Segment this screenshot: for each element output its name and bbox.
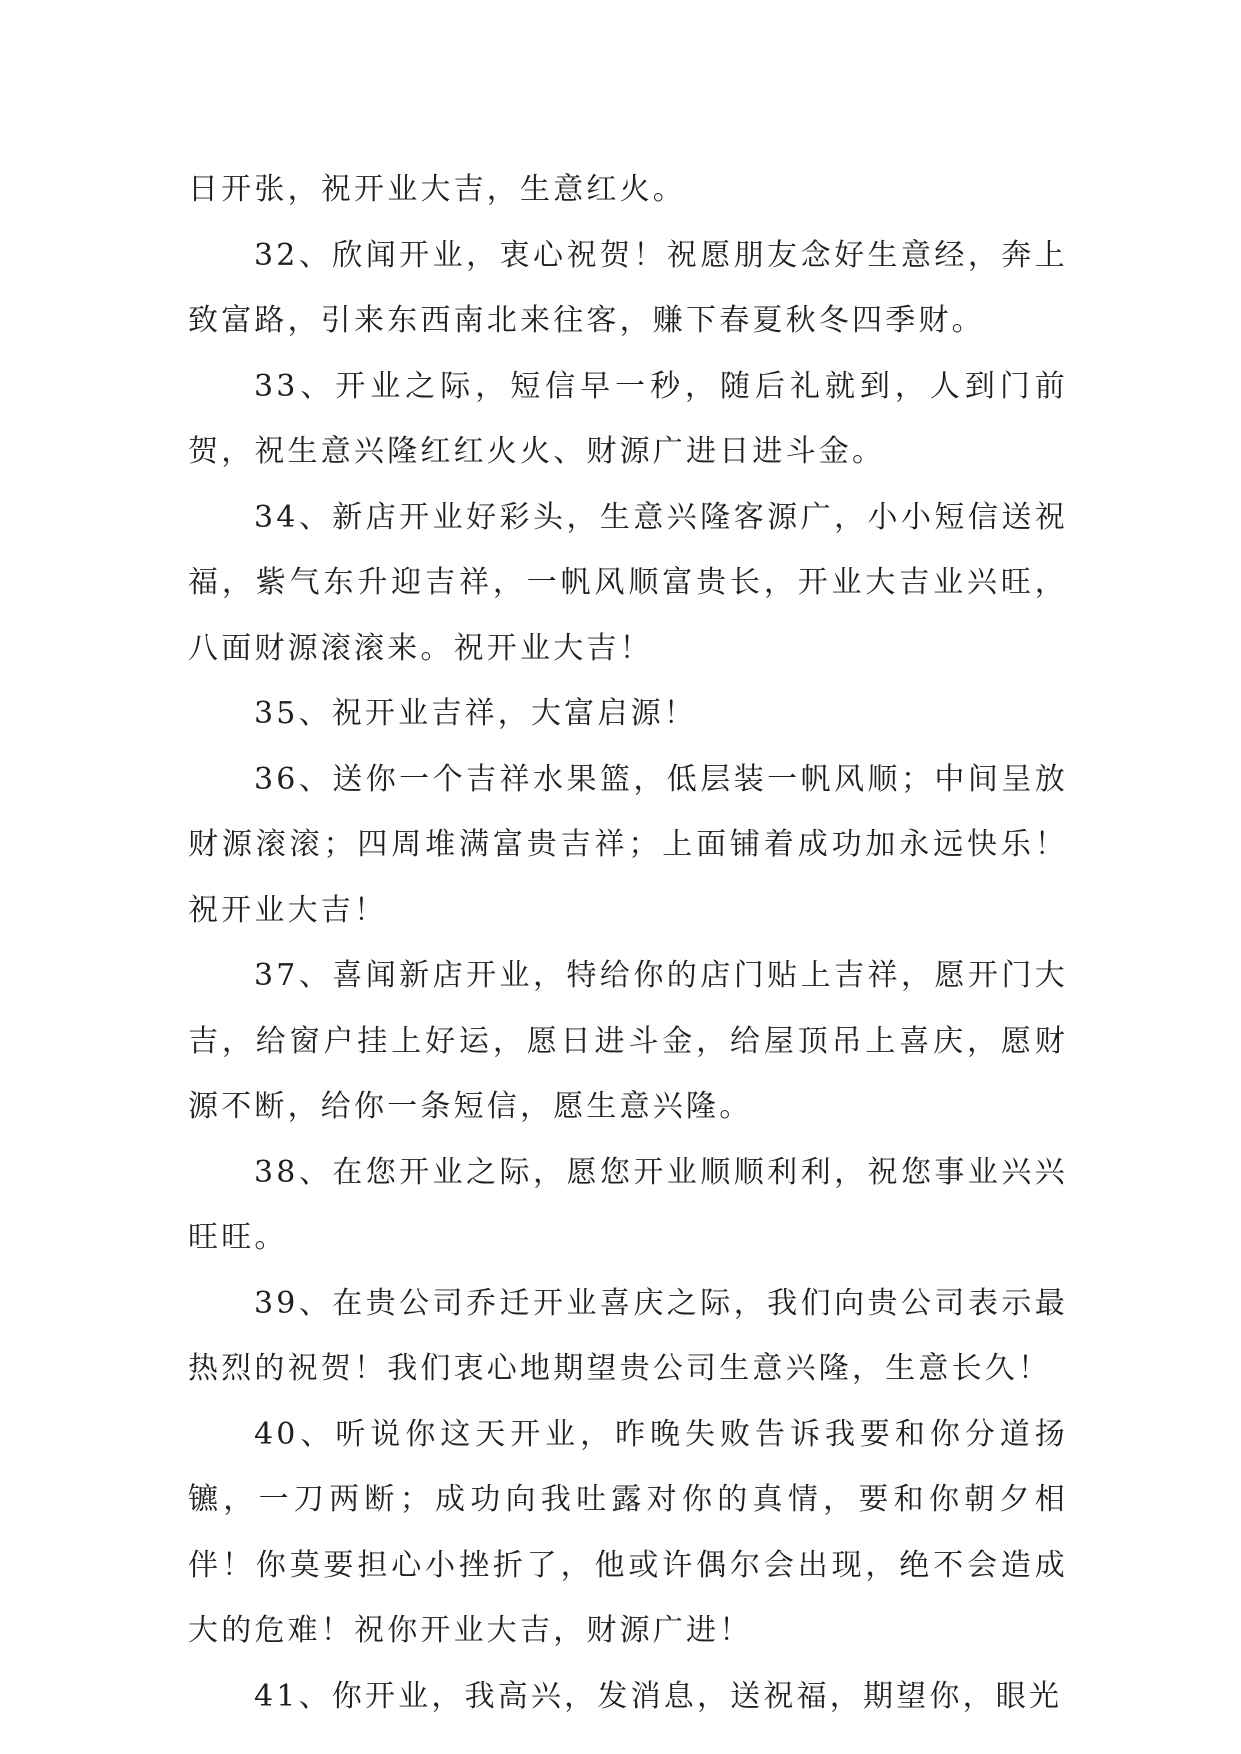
paragraph: 40、听说你这天开业，昨晚失败告诉我要和你分道扬镳，一刀两断；成功向我吐露对你的真情，要和你朝夕相伴！你莫要担心小挫折了，他或许偶尔会出现，绝不会造成大的危难！祝你开业大吉，财源广进！ (188, 1416, 1068, 1648)
paragraph: 38、在您开业之际，愿您开业顺顺利利，祝您事业兴兴旺旺。 (188, 1154, 1068, 1255)
paragraph: 34、新店开业好彩头，生意兴隆客源广，小小短信送祝福，紫气东升迎吉祥，一帆风顺富贵长，开业大吉业兴旺，八面财源滚滚来。祝开业大吉！ (188, 499, 1068, 666)
paragraph: 日开张，祝开业大吉，生意红火。 (188, 172, 686, 207)
paragraph: 33、开业之际，短信早一秒，随后礼就到，人到门前贺，祝生意兴隆红红火火、财源广进日进斗金。 (188, 368, 1068, 469)
paragraph: 39、在贵公司乔迁开业喜庆之际，我们向贵公司表示最热烈的祝贺！我们衷心地期望贵公司生意兴隆，生意长久！ (188, 1285, 1068, 1386)
paragraph: 35、祝开业吉祥，大富启源！ (254, 696, 697, 731)
document-body (188, 157, 1068, 1729)
paragraph: 36、送你一个吉祥水果篮，低层装一帆风顺；中间呈放财源滚滚；四周堆满富贵吉祥；上面铺着成功加永远快乐！祝开业大吉！ (188, 761, 1068, 928)
paragraph: 41、你开业，我高兴，发消息，送祝福，期望你，眼光 (254, 1678, 1063, 1714)
paragraph: 37、喜闻新店开业，特给你的店门贴上吉祥，愿开门大吉，给窗户挂上好运，愿日进斗金，给屋顶吊上喜庆，愿财源不断，给你一条短信，愿生意兴隆。 (188, 958, 1068, 1124)
paragraph: 32、欣闻开业，衷心祝贺！祝愿朋友念好生意经，奔上致富路，引来东西南北来往客，赚下春夏秋冬四季财。 (188, 237, 1068, 338)
